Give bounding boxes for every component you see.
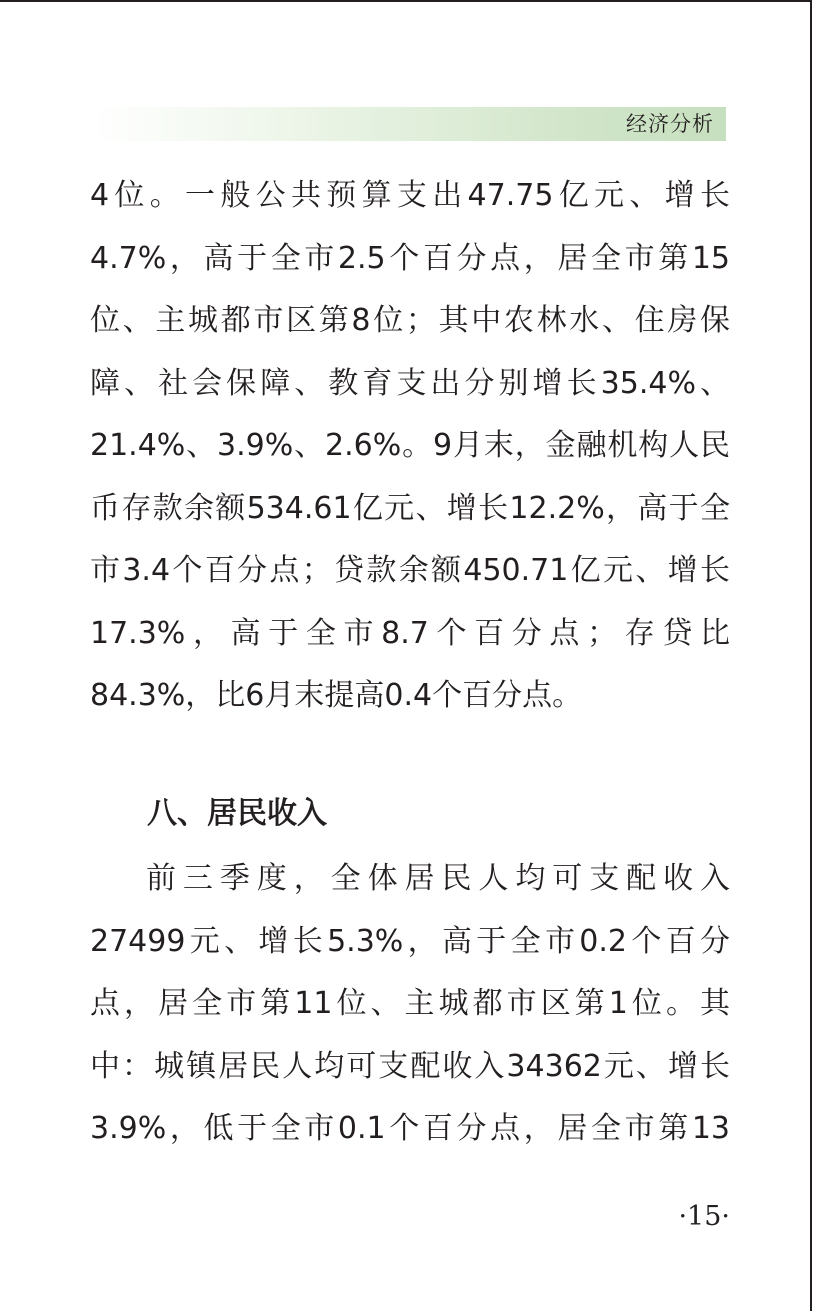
text-line: 市3.4个百分点；贷款余额450.71亿元、增长 — [90, 553, 730, 588]
text-line: 障、社会保障、教育支出分别增长35.4%、 — [90, 365, 730, 401]
text-line: 中：城镇居民人均可支配收入34362元、增长 — [90, 1048, 730, 1084]
text-line: 17.3%，高于全市8.7个百分点；存贷比 — [90, 615, 730, 651]
text-line: 位、主城都市区第8位；其中农林水、住房保 — [90, 303, 730, 338]
text-line: 币存款余额534.61亿元、增长12.2%，高于全 — [90, 490, 730, 526]
text-line: 27499元、增长5.3%，高于全市0.2个百分 — [90, 923, 730, 959]
page-border-top — [0, 0, 812, 2]
text-line: 4位。一般公共预算支出47.75亿元、增长 — [90, 178, 730, 213]
paragraph-resident-income — [90, 848, 730, 1161]
section-title: 经济分析 — [626, 112, 714, 136]
text-line: 点，居全市第11位、主城都市区第1位。其 — [90, 986, 730, 1021]
text-line: 21.4%、3.9%、2.6%。9月末，金融机构人民 — [90, 428, 730, 463]
page-number: ·15· — [678, 1201, 730, 1232]
text-line: 4.7%，高于全市2.5个百分点，居全市第15 — [90, 240, 730, 276]
page-border-right — [810, 0, 812, 1311]
section-heading-resident-income: 八、居民收入 — [147, 796, 327, 831]
running-header — [92, 107, 726, 141]
text-line: 前三季度，全体居民人均可支配收入 — [146, 861, 730, 896]
text-line: 3.9%，低于全市0.1个百分点，居全市第13 — [90, 1111, 730, 1146]
text-line: 84.3%，比6月末提高0.4个百分点。 — [90, 678, 583, 713]
paragraph-fiscal-finance — [90, 165, 730, 728]
